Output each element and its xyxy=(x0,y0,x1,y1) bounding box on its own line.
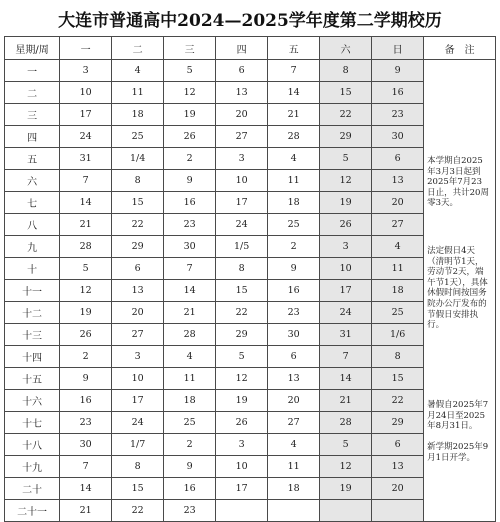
day-cell: 11 xyxy=(112,82,164,104)
day-cell: 1/5 xyxy=(216,236,268,258)
day-cell: 23 xyxy=(372,104,424,126)
day-cell xyxy=(372,500,424,522)
week-number: 十一 xyxy=(5,280,60,302)
day-cell: 16 xyxy=(268,280,320,302)
day-cell: 12 xyxy=(320,456,372,478)
day-cell: 1/7 xyxy=(112,434,164,456)
day-cell: 25 xyxy=(112,126,164,148)
day-cell: 6 xyxy=(216,60,268,82)
day-cell: 31 xyxy=(60,148,112,170)
week-row xyxy=(5,236,496,258)
week-number: 十二 xyxy=(5,302,60,324)
day-cell: 28 xyxy=(320,412,372,434)
day-cell: 4 xyxy=(268,434,320,456)
week-row xyxy=(5,148,496,170)
day-cell: 19 xyxy=(216,390,268,412)
day-cell: 6 xyxy=(268,346,320,368)
week-row xyxy=(5,478,496,500)
day-cell: 6 xyxy=(372,148,424,170)
day-cell: 28 xyxy=(164,324,216,346)
week-row xyxy=(5,500,496,522)
day-cell: 21 xyxy=(268,104,320,126)
week-number: 十 xyxy=(5,258,60,280)
day-cell: 27 xyxy=(268,412,320,434)
day-cell xyxy=(216,500,268,522)
week-row xyxy=(5,258,496,280)
day-cell: 3 xyxy=(216,148,268,170)
day-cell: 9 xyxy=(60,368,112,390)
day-cell: 17 xyxy=(60,104,112,126)
day-cell: 18 xyxy=(268,478,320,500)
day-cell: 13 xyxy=(372,170,424,192)
week-row xyxy=(5,60,496,82)
day-cell: 2 xyxy=(164,434,216,456)
day-cell: 5 xyxy=(320,434,372,456)
day-cell: 6 xyxy=(112,258,164,280)
day-cell: 2 xyxy=(268,236,320,258)
day-cell: 7 xyxy=(60,170,112,192)
week-number: 十四 xyxy=(5,346,60,368)
header-week: 星期/周 xyxy=(5,37,60,60)
day-cell: 8 xyxy=(216,258,268,280)
day-cell: 10 xyxy=(216,456,268,478)
week-row xyxy=(5,434,496,456)
day-cell: 20 xyxy=(372,478,424,500)
day-cell: 29 xyxy=(372,412,424,434)
day-cell: 17 xyxy=(320,280,372,302)
header-notes: 备 注 xyxy=(424,37,496,60)
day-cell: 4 xyxy=(112,60,164,82)
day-cell: 9 xyxy=(372,60,424,82)
week-row xyxy=(5,126,496,148)
week-number: 五 xyxy=(5,148,60,170)
week-row xyxy=(5,412,496,434)
day-cell: 18 xyxy=(112,104,164,126)
week-number: 十三 xyxy=(5,324,60,346)
day-cell: 16 xyxy=(164,478,216,500)
day-cell: 15 xyxy=(372,368,424,390)
day-cell: 4 xyxy=(164,346,216,368)
day-cell: 2 xyxy=(164,148,216,170)
week-number: 十九 xyxy=(5,456,60,478)
header-thu: 四 xyxy=(216,37,268,60)
day-cell: 16 xyxy=(372,82,424,104)
day-cell: 10 xyxy=(216,170,268,192)
week-row xyxy=(5,192,496,214)
week-row xyxy=(5,346,496,368)
day-cell: 17 xyxy=(112,390,164,412)
day-cell: 29 xyxy=(216,324,268,346)
day-cell: 30 xyxy=(372,126,424,148)
day-cell: 13 xyxy=(268,368,320,390)
day-cell: 24 xyxy=(216,214,268,236)
week-row xyxy=(5,390,496,412)
day-cell: 29 xyxy=(112,236,164,258)
header-wed: 三 xyxy=(164,37,216,60)
day-cell: 20 xyxy=(268,390,320,412)
day-cell: 13 xyxy=(216,82,268,104)
day-cell: 8 xyxy=(112,170,164,192)
day-cell: 23 xyxy=(268,302,320,324)
day-cell: 15 xyxy=(112,478,164,500)
day-cell xyxy=(268,500,320,522)
day-cell: 22 xyxy=(112,214,164,236)
week-number: 十六 xyxy=(5,390,60,412)
week-number: 八 xyxy=(5,214,60,236)
week-row xyxy=(5,324,496,346)
day-cell: 18 xyxy=(268,192,320,214)
day-cell xyxy=(320,500,372,522)
note-holiday: 法定假日4天（清明节1天，劳动节2天，端午节1天），具体休假时间按国务院办公厅发布的节假日安排执行。 xyxy=(427,246,488,331)
day-cell: 14 xyxy=(60,478,112,500)
day-cell: 23 xyxy=(164,500,216,522)
week-row xyxy=(5,170,496,192)
day-cell: 20 xyxy=(372,192,424,214)
day-cell: 26 xyxy=(216,412,268,434)
day-cell: 5 xyxy=(216,346,268,368)
day-cell: 5 xyxy=(320,148,372,170)
week-row xyxy=(5,214,496,236)
day-cell: 7 xyxy=(60,456,112,478)
week-number: 二十 xyxy=(5,478,60,500)
day-cell: 11 xyxy=(268,170,320,192)
day-cell: 24 xyxy=(112,412,164,434)
day-cell: 7 xyxy=(268,60,320,82)
day-cell: 30 xyxy=(60,434,112,456)
page-title: 大连市普通高中2024—2025学年度第二学期校历 xyxy=(58,11,442,31)
day-cell: 3 xyxy=(112,346,164,368)
day-cell: 12 xyxy=(60,280,112,302)
week-row xyxy=(5,104,496,126)
week-number: 九 xyxy=(5,236,60,258)
day-cell: 11 xyxy=(164,368,216,390)
day-cell: 5 xyxy=(164,60,216,82)
day-cell: 9 xyxy=(164,456,216,478)
day-cell: 19 xyxy=(164,104,216,126)
day-cell: 14 xyxy=(164,280,216,302)
day-cell: 16 xyxy=(60,390,112,412)
day-cell: 27 xyxy=(372,214,424,236)
day-cell: 29 xyxy=(320,126,372,148)
day-cell: 15 xyxy=(112,192,164,214)
week-number: 一 xyxy=(5,60,60,82)
week-number: 六 xyxy=(5,170,60,192)
day-cell: 14 xyxy=(268,82,320,104)
week-number: 七 xyxy=(5,192,60,214)
day-cell: 2 xyxy=(60,346,112,368)
week-row xyxy=(5,368,496,390)
day-cell: 27 xyxy=(112,324,164,346)
header-sun: 日 xyxy=(372,37,424,60)
day-cell: 19 xyxy=(60,302,112,324)
day-cell: 8 xyxy=(372,346,424,368)
day-cell: 23 xyxy=(60,412,112,434)
week-number: 十八 xyxy=(5,434,60,456)
week-row xyxy=(5,456,496,478)
notes-column xyxy=(424,60,496,522)
day-cell: 10 xyxy=(320,258,372,280)
week-row xyxy=(5,82,496,104)
header-row xyxy=(5,37,496,60)
header-tue: 二 xyxy=(112,37,164,60)
day-cell: 17 xyxy=(216,192,268,214)
week-number: 二 xyxy=(5,82,60,104)
day-cell: 22 xyxy=(216,302,268,324)
day-cell: 15 xyxy=(216,280,268,302)
day-cell: 16 xyxy=(164,192,216,214)
day-cell: 18 xyxy=(164,390,216,412)
day-cell: 9 xyxy=(164,170,216,192)
day-cell: 4 xyxy=(372,236,424,258)
day-cell: 19 xyxy=(320,478,372,500)
day-cell: 18 xyxy=(372,280,424,302)
day-cell: 24 xyxy=(320,302,372,324)
day-cell: 21 xyxy=(60,500,112,522)
day-cell: 20 xyxy=(112,302,164,324)
day-cell: 27 xyxy=(216,126,268,148)
day-cell: 30 xyxy=(268,324,320,346)
day-cell: 3 xyxy=(320,236,372,258)
day-cell: 11 xyxy=(372,258,424,280)
day-cell: 31 xyxy=(320,324,372,346)
day-cell: 10 xyxy=(60,82,112,104)
note-term: 本学期自2025年3月3日起到2025年7月23日止，共计20周零3天。 xyxy=(427,156,489,209)
day-cell: 26 xyxy=(320,214,372,236)
week-row xyxy=(5,302,496,324)
header-mon: 一 xyxy=(60,37,112,60)
week-number: 十七 xyxy=(5,412,60,434)
day-cell: 7 xyxy=(320,346,372,368)
day-cell: 9 xyxy=(268,258,320,280)
day-cell: 17 xyxy=(216,478,268,500)
day-cell: 12 xyxy=(164,82,216,104)
day-cell: 19 xyxy=(320,192,372,214)
day-cell: 25 xyxy=(268,214,320,236)
day-cell: 21 xyxy=(320,390,372,412)
day-cell: 3 xyxy=(216,434,268,456)
week-row xyxy=(5,280,496,302)
day-cell: 12 xyxy=(320,170,372,192)
day-cell: 14 xyxy=(320,368,372,390)
day-cell: 22 xyxy=(372,390,424,412)
day-cell: 25 xyxy=(164,412,216,434)
header-fri: 五 xyxy=(268,37,320,60)
day-cell: 1/6 xyxy=(372,324,424,346)
day-cell: 24 xyxy=(60,126,112,148)
day-cell: 12 xyxy=(216,368,268,390)
day-cell: 5 xyxy=(60,258,112,280)
day-cell: 8 xyxy=(320,60,372,82)
day-cell: 21 xyxy=(60,214,112,236)
day-cell: 28 xyxy=(268,126,320,148)
week-number: 三 xyxy=(5,104,60,126)
day-cell: 28 xyxy=(60,236,112,258)
day-cell: 11 xyxy=(268,456,320,478)
day-cell: 21 xyxy=(164,302,216,324)
day-cell: 8 xyxy=(112,456,164,478)
day-cell: 7 xyxy=(164,258,216,280)
header-sat: 六 xyxy=(320,37,372,60)
day-cell: 20 xyxy=(216,104,268,126)
day-cell: 13 xyxy=(372,456,424,478)
day-cell: 30 xyxy=(164,236,216,258)
note-next: 新学期2025年9月1日开学。 xyxy=(427,442,489,463)
day-cell: 10 xyxy=(112,368,164,390)
day-cell: 1/4 xyxy=(112,148,164,170)
week-number: 二十一 xyxy=(5,500,60,522)
school-calendar-table xyxy=(4,36,496,522)
day-cell: 25 xyxy=(372,302,424,324)
day-cell: 6 xyxy=(372,434,424,456)
day-cell: 26 xyxy=(60,324,112,346)
day-cell: 22 xyxy=(320,104,372,126)
note-summer: 暑假自2025年7月24日至2025年8月31日。 xyxy=(427,400,489,432)
day-cell: 14 xyxy=(60,192,112,214)
day-cell: 13 xyxy=(112,280,164,302)
day-cell: 15 xyxy=(320,82,372,104)
day-cell: 22 xyxy=(112,500,164,522)
day-cell: 23 xyxy=(164,214,216,236)
day-cell: 26 xyxy=(164,126,216,148)
week-number: 十五 xyxy=(5,368,60,390)
week-number: 四 xyxy=(5,126,60,148)
day-cell: 4 xyxy=(268,148,320,170)
day-cell: 3 xyxy=(60,60,112,82)
